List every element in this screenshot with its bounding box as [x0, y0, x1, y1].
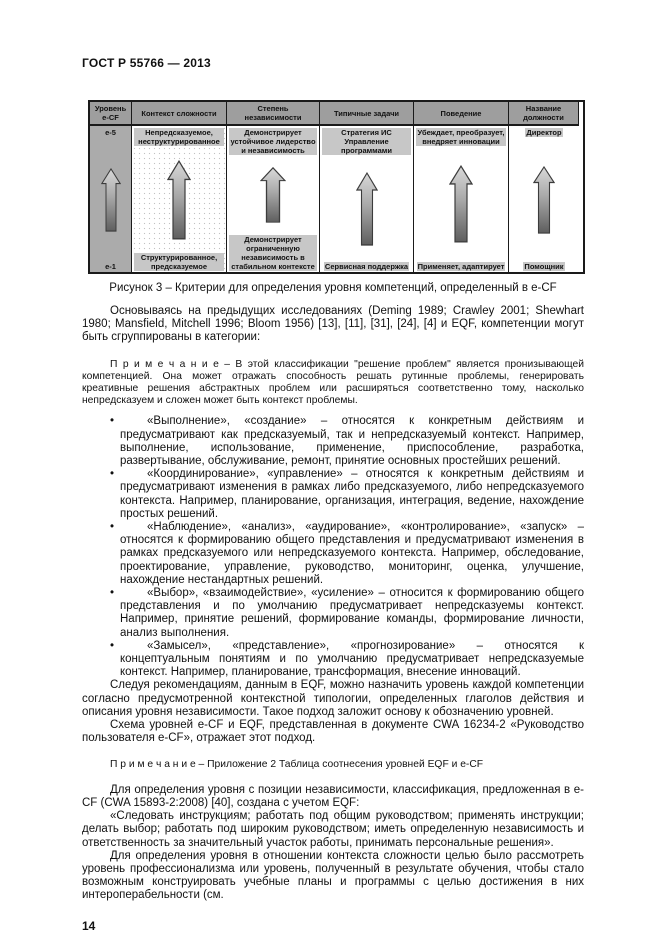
behaviour-bottom-label: Применяет, адаптирует: [417, 262, 505, 271]
bullet-marker: •: [110, 521, 115, 534]
note-annex: П р и м е ч а н и е – Приложение 2 Таблица соотнесения уровней EQF и e-CF: [110, 758, 484, 770]
figure-3: [82, 100, 584, 294]
behaviour-top-label: Убеждает, преобразует, внедряет инновации: [417, 128, 505, 146]
cell-behaviour: [414, 126, 509, 272]
paragraph-schema: Схема уровней е-CF и EQF, представленная в документе CWA 16234-2 «Руководство пользователя е-CF», отражает этот подход.: [82, 719, 584, 745]
up-arrow-icon: [260, 167, 286, 223]
col-header-tasks: Типичные задачи: [320, 102, 414, 126]
up-arrow-icon: [533, 166, 555, 234]
independence-top-label: Демонстрирует устойчивое лидерство и независимость: [230, 128, 316, 155]
note-classification: П р и м е ч а н и е – В этой классификации "решение проблем" является пронизывающей компетенцией. Она может отражать способность решать рутинные проблемы, генерировать креативные решения абстрактных проблем или расширяться соответственно тому, насколько непредсказуем и сложен может быть контекст проблемы.: [82, 358, 584, 407]
level-bottom-label: е-1: [105, 262, 116, 271]
paragraph-independence: Для определения уровня с позиции независимости, классификация, предложенная в е-CF (CWA 15893-2:2008) [40], создана с учетом EQF:: [82, 783, 584, 809]
col-header-behaviour: Поведение: [414, 102, 509, 126]
bullet-text: «Выполнение», «создание» – относятся к конкретным действиям и предусматривают как предсказуемый, так и непредсказуемый контекст. Например, выполнение, использование, применение, приспособление, разработка, развертывание, обслуживание, ремонт, принятие основных простейших решений.: [120, 415, 584, 468]
bullet-marker: •: [110, 639, 115, 652]
cell-independence: [227, 126, 320, 272]
bullet-item-observation: [110, 521, 584, 587]
tasks-top-label: Стратегия ИС Управление программами: [322, 128, 411, 155]
title-top-label: Директор: [526, 128, 562, 137]
doc-code: ГОСТ Р 55766 — 2013: [82, 56, 211, 70]
context-top-label: Непредсказуемое, неструктурированное: [134, 128, 224, 146]
bullet-item-concept: [110, 639, 584, 680]
page-number: 14: [82, 918, 96, 933]
bullet-item-coordination: [110, 468, 584, 521]
bullet-marker: •: [110, 415, 115, 428]
bullet-marker: •: [110, 587, 115, 600]
cell-title: [509, 126, 579, 272]
competence-levels-table: [88, 100, 585, 274]
bullet-text: «Выбор», «взаимодействие», «усиление» – относится к формированию общего представления и по умолчанию предусматривает непредсказуемы контекст. Например, принятие решений, формирование команды, формирование личности, анализ выполнения.: [120, 587, 584, 639]
title-bottom-label: Помощник: [524, 262, 564, 271]
bullet-text: «Замысел», «представление», «прогнозирование» – относятся к концептуальным понятиям и по умолчанию предусматривает непредсказуемые контекст. Например, планирование, трансформация, внесение инноваций.: [120, 639, 584, 679]
bullet-text: «Координирование», «управление» – относятся к конкретным действиям и предусматривают изменения в рамках либо предсказуемого, либо непредсказуемого контекста. Например, планирование, организация, интеграция, ведение, нахождение простых решений.: [120, 468, 584, 520]
bullet-item-choice: [110, 587, 584, 640]
paragraph-eqf: Следуя рекомендациям, данным в EQF, можно назначить уровень каждой компетенции согласно предусмотренной контекстной типологии, определенных глаголов действия и описания уровня независимости. Такое подход заложит основу к обозначению уровней.: [82, 679, 584, 718]
bullet-text: «Наблюдение», «анализ», «аудирование», «контролирование», «запуск» – относятся к формированию общего представления и предусматривают изменения в рамках предсказуемого или непредсказуемого контекста. Например, обследование, проектирование, управление, руководство, мониторинг, оценка, улучшение, нахождение нестандартных решений.: [120, 521, 584, 586]
col-header-level: Уровень е-CF: [90, 102, 132, 126]
figure-caption: Рисунок 3 – Критерии для определения уровня компетенций, определенный в e-CF: [109, 282, 557, 294]
bullet-item-execution: [110, 415, 584, 468]
up-arrow-icon: [101, 168, 121, 232]
bullet-marker: •: [110, 468, 115, 481]
up-arrow-icon: [356, 172, 378, 246]
body-text: [82, 305, 584, 903]
cell-level: [90, 126, 132, 272]
context-bottom-label: Структурированное, предсказуемое: [134, 253, 224, 271]
col-header-title: Название должности: [509, 102, 579, 126]
paragraph-intro: Основываясь на предыдущих исследованиях (Deming 1989; Crawley 2001; Shewhart 1980; Mansfield, Mitchell 1996; Bloom 1956) [13], [11], [31], [24], [4] и EQF, компетенции могут быть сгруппированы в категории:: [82, 305, 584, 344]
paragraph-context: Для определения уровня в отношении контекста сложности целью было рассмотреть уровень профессионализма или уровень, полученный в результате обучения, чтобы стало возможным конструировать учебные планы и программы с целью достижения в них интероперабельности (см.: [82, 849, 584, 902]
tasks-bottom-label: Сервисная поддержка: [324, 262, 409, 271]
up-arrow-icon: [167, 160, 191, 240]
col-header-context: Контекст сложности: [132, 102, 227, 126]
cell-context: [132, 126, 227, 272]
col-header-independence: Степень независимости: [227, 102, 320, 126]
independence-bottom-label: Демонстрирует ограниченную независимость в стабильном контексте: [229, 235, 317, 271]
up-arrow-icon: [449, 165, 473, 243]
level-top-label: е-5: [105, 128, 116, 137]
cell-tasks: [320, 126, 414, 272]
paragraph-quote: «Следовать инструкциям; работать под общим руководством; применять инструкции; делать выбор; работать под широким руководством; иметь определенную независимость и ответственность за значительный участок работы, принимать персональные решения».: [82, 810, 584, 849]
